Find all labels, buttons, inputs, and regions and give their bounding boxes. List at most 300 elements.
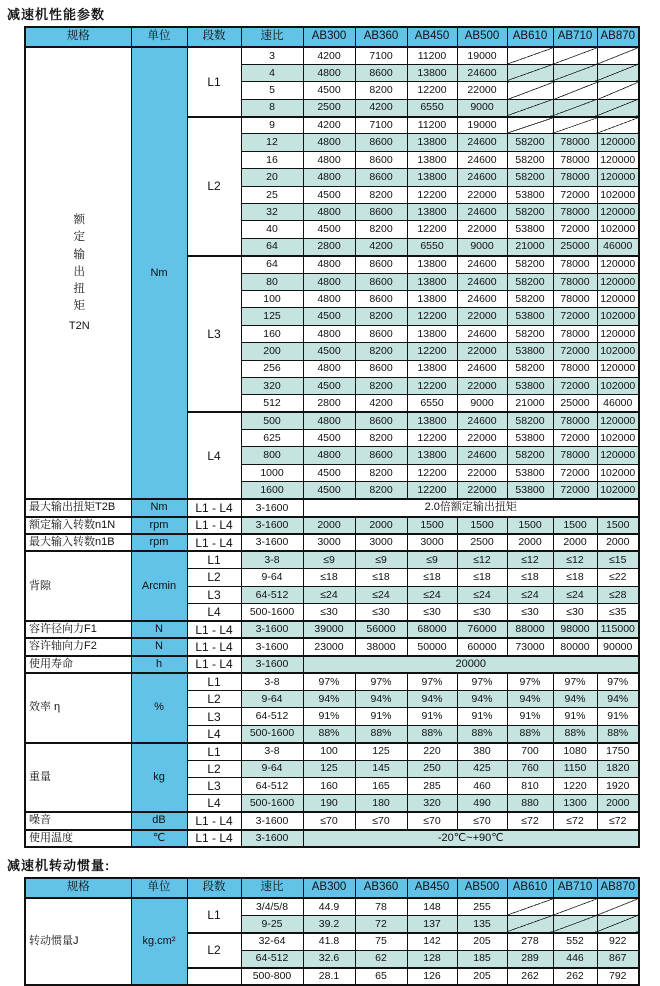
- ratio-cell: 32: [241, 204, 303, 221]
- spec-vertical-char: 出: [73, 265, 85, 278]
- value-cell: ≤18: [355, 569, 407, 586]
- value-cell: ≤70: [457, 812, 507, 829]
- spec-label-cell: 最大输出扭矩T2B: [25, 499, 131, 516]
- value-cell: 53800: [507, 377, 553, 394]
- value-cell: 190: [303, 795, 355, 812]
- value-cell: 4200: [303, 47, 355, 64]
- column-header: AB360: [355, 27, 407, 47]
- value-cell: 120000: [597, 134, 639, 151]
- value-cell: 8200: [355, 464, 407, 481]
- value-cell: 1500: [553, 517, 597, 534]
- value-cell: 97%: [303, 673, 355, 690]
- value-cell: 21000: [507, 395, 553, 412]
- value-cell: 1920: [597, 777, 639, 794]
- value-cell: 22000: [457, 377, 507, 394]
- ratio-cell: 4: [241, 64, 303, 81]
- value-cell: 4800: [303, 256, 355, 273]
- value-cell: 91%: [597, 708, 639, 725]
- ratio-cell: 64-512: [241, 777, 303, 794]
- value-cell: 22000: [457, 343, 507, 360]
- value-cell: 1300: [553, 795, 597, 812]
- merged-value-cell: 2.0倍额定输出扭矩: [303, 499, 639, 516]
- value-cell: 8600: [355, 325, 407, 342]
- stage-cell: L4: [187, 604, 241, 621]
- na-slash-cell: [553, 82, 597, 99]
- value-cell: 91%: [355, 708, 407, 725]
- stage-cell: L1: [187, 673, 241, 690]
- ratio-cell: 3-1600: [241, 534, 303, 551]
- performance-table-title: 减速机性能参数: [7, 7, 106, 22]
- column-header: 单位: [131, 27, 187, 47]
- value-cell: 8600: [355, 273, 407, 290]
- value-cell: 137: [407, 915, 457, 932]
- value-cell: 65: [355, 968, 407, 985]
- merged-value-cell: -20℃~+90℃: [303, 830, 639, 847]
- value-cell: 120000: [597, 325, 639, 342]
- value-cell: 97%: [457, 673, 507, 690]
- value-cell: 88000: [507, 621, 553, 638]
- ratio-cell: 200: [241, 343, 303, 360]
- ratio-cell: 1000: [241, 464, 303, 481]
- value-cell: 700: [507, 743, 553, 760]
- unit-cell: h: [131, 656, 187, 673]
- value-cell: 9000: [457, 99, 507, 116]
- value-cell: ≤9: [407, 551, 457, 568]
- spec-vertical-char: 矩: [73, 300, 85, 313]
- value-cell: ≤18: [407, 569, 457, 586]
- value-cell: ≤24: [355, 586, 407, 603]
- stage-cell: L3: [187, 256, 241, 413]
- value-cell: ≤24: [553, 586, 597, 603]
- value-cell: 142: [407, 933, 457, 950]
- unit-cell: ℃: [131, 830, 187, 847]
- na-slash-cell: [507, 898, 553, 915]
- ratio-cell: 5: [241, 82, 303, 99]
- value-cell: 22000: [457, 308, 507, 325]
- ratio-cell: 25: [241, 186, 303, 203]
- value-cell: ≤30: [507, 604, 553, 621]
- column-header: AB500: [457, 27, 507, 47]
- value-cell: ≤70: [355, 812, 407, 829]
- value-cell: 8200: [355, 377, 407, 394]
- value-cell: 76000: [457, 621, 507, 638]
- ratio-cell: 3-1600: [241, 830, 303, 847]
- value-cell: 3000: [355, 534, 407, 551]
- value-cell: 180: [355, 795, 407, 812]
- ratio-cell: 100: [241, 290, 303, 307]
- ratio-cell: 8: [241, 99, 303, 116]
- value-cell: 11200: [407, 47, 457, 64]
- inertia-table-title: 减速机转动惯量:: [7, 857, 111, 873]
- ratio-cell: 3-1600: [241, 499, 303, 516]
- na-slash-cell: [553, 898, 597, 915]
- value-cell: 160: [303, 777, 355, 794]
- value-cell: 24600: [457, 64, 507, 81]
- value-cell: 6550: [407, 238, 457, 255]
- value-cell: 97%: [597, 673, 639, 690]
- ratio-cell: 9-64: [241, 569, 303, 586]
- value-cell: 22000: [457, 430, 507, 447]
- na-slash-cell: [553, 117, 597, 134]
- stage-cell: L1 - L4: [187, 812, 241, 829]
- value-cell: 53800: [507, 186, 553, 203]
- value-cell: 4500: [303, 430, 355, 447]
- value-cell: 97%: [407, 673, 457, 690]
- value-cell: 2800: [303, 238, 355, 255]
- value-cell: 1080: [553, 743, 597, 760]
- value-cell: 39.2: [303, 915, 355, 932]
- stage-cell: L1 - L4: [187, 638, 241, 655]
- value-cell: 78000: [553, 273, 597, 290]
- ratio-cell: 40: [241, 221, 303, 238]
- na-slash-cell: [507, 82, 553, 99]
- value-cell: 24600: [457, 134, 507, 151]
- value-cell: 78000: [553, 134, 597, 151]
- value-cell: 320: [407, 795, 457, 812]
- value-cell: 760: [507, 760, 553, 777]
- ratio-cell: 512: [241, 395, 303, 412]
- value-cell: 9000: [457, 395, 507, 412]
- value-cell: 1500: [407, 517, 457, 534]
- ratio-cell: 9-25: [241, 915, 303, 932]
- value-cell: 58200: [507, 256, 553, 273]
- value-cell: 126: [407, 968, 457, 985]
- value-cell: 2500: [303, 99, 355, 116]
- value-cell: 100: [303, 743, 355, 760]
- value-cell: ≤18: [303, 569, 355, 586]
- value-cell: 120000: [597, 256, 639, 273]
- spec-label-cell: 使用温度: [25, 830, 131, 847]
- value-cell: 4800: [303, 134, 355, 151]
- value-cell: 94%: [303, 690, 355, 707]
- value-cell: ≤24: [507, 586, 553, 603]
- value-cell: 1500: [457, 517, 507, 534]
- value-cell: 58200: [507, 290, 553, 307]
- value-cell: 120000: [597, 360, 639, 377]
- stage-cell: L1 - L4: [187, 656, 241, 673]
- spec-symbol: T2N: [68, 319, 90, 332]
- value-cell: 8200: [355, 82, 407, 99]
- value-cell: 72000: [553, 464, 597, 481]
- value-cell: 4500: [303, 82, 355, 99]
- value-cell: 46000: [597, 395, 639, 412]
- value-cell: 125: [303, 760, 355, 777]
- stage-cell: L1 - L4: [187, 621, 241, 638]
- value-cell: 58200: [507, 204, 553, 221]
- value-cell: 21000: [507, 238, 553, 255]
- value-cell: 72000: [553, 186, 597, 203]
- value-cell: 4200: [355, 395, 407, 412]
- value-cell: 12200: [407, 464, 457, 481]
- stage-cell: L1 - L4: [187, 830, 241, 847]
- value-cell: 12200: [407, 82, 457, 99]
- ratio-cell: 500-800: [241, 968, 303, 985]
- column-header: AB450: [407, 27, 457, 47]
- performance-table: [24, 26, 640, 848]
- value-cell: 120000: [597, 204, 639, 221]
- spec-vertical-label: [29, 48, 130, 498]
- ratio-cell: 160: [241, 325, 303, 342]
- value-cell: 102000: [597, 343, 639, 360]
- ratio-cell: 3/4/5/8: [241, 898, 303, 915]
- value-cell: 148: [407, 898, 457, 915]
- column-header: AB360: [355, 878, 407, 898]
- value-cell: 8200: [355, 343, 407, 360]
- value-cell: 446: [553, 950, 597, 967]
- spec-label-cell: 背隙: [25, 551, 131, 621]
- value-cell: 205: [457, 933, 507, 950]
- value-cell: ≤18: [553, 569, 597, 586]
- value-cell: 8200: [355, 430, 407, 447]
- value-cell: 24600: [457, 204, 507, 221]
- value-cell: 2500: [457, 534, 507, 551]
- value-cell: 19000: [457, 117, 507, 134]
- value-cell: 39000: [303, 621, 355, 638]
- value-cell: 102000: [597, 221, 639, 238]
- value-cell: ≤72: [507, 812, 553, 829]
- value-cell: 46000: [597, 238, 639, 255]
- value-cell: 78000: [553, 412, 597, 429]
- value-cell: 12200: [407, 377, 457, 394]
- stage-cell: [187, 968, 241, 985]
- value-cell: ≤12: [553, 551, 597, 568]
- value-cell: 880: [507, 795, 553, 812]
- value-cell: ≤12: [457, 551, 507, 568]
- value-cell: 102000: [597, 186, 639, 203]
- ratio-cell: 500: [241, 412, 303, 429]
- value-cell: 58200: [507, 273, 553, 290]
- value-cell: 28.1: [303, 968, 355, 985]
- value-cell: 8600: [355, 169, 407, 186]
- value-cell: 88%: [597, 725, 639, 742]
- value-cell: 24600: [457, 169, 507, 186]
- value-cell: 72000: [553, 377, 597, 394]
- unit-cell: rpm: [131, 517, 187, 534]
- value-cell: 12200: [407, 482, 457, 499]
- ratio-cell: 20: [241, 169, 303, 186]
- unit-cell: kg.cm²: [131, 898, 187, 985]
- value-cell: 72000: [553, 308, 597, 325]
- merged-value-cell: 20000: [303, 656, 639, 673]
- value-cell: 7100: [355, 117, 407, 134]
- inertia-table: [24, 877, 640, 986]
- value-cell: 1750: [597, 743, 639, 760]
- value-cell: ≤30: [553, 604, 597, 621]
- value-cell: 78000: [553, 447, 597, 464]
- value-cell: 25000: [553, 395, 597, 412]
- value-cell: 13800: [407, 447, 457, 464]
- value-cell: 102000: [597, 430, 639, 447]
- stage-cell: L1: [187, 743, 241, 760]
- value-cell: 4800: [303, 64, 355, 81]
- value-cell: 102000: [597, 377, 639, 394]
- column-header: 速比: [241, 27, 303, 47]
- value-cell: 4500: [303, 308, 355, 325]
- spec-vertical-char: 输: [73, 248, 85, 261]
- ratio-cell: 3: [241, 47, 303, 64]
- na-slash-cell: [597, 915, 639, 932]
- value-cell: 94%: [355, 690, 407, 707]
- stage-cell: L1: [187, 551, 241, 568]
- value-cell: 23000: [303, 638, 355, 655]
- value-cell: 102000: [597, 482, 639, 499]
- value-cell: ≤12: [507, 551, 553, 568]
- value-cell: 97%: [553, 673, 597, 690]
- ratio-cell: 3-8: [241, 551, 303, 568]
- ratio-cell: 625: [241, 430, 303, 447]
- value-cell: 22000: [457, 464, 507, 481]
- column-header: AB450: [407, 878, 457, 898]
- value-cell: 72000: [553, 221, 597, 238]
- stage-cell: L1: [187, 898, 241, 933]
- unit-cell: dB: [131, 812, 187, 829]
- value-cell: 8600: [355, 290, 407, 307]
- stage-cell: L3: [187, 708, 241, 725]
- ratio-cell: 64: [241, 238, 303, 255]
- na-slash-cell: [597, 47, 639, 64]
- column-header: AB870: [597, 27, 639, 47]
- value-cell: 490: [457, 795, 507, 812]
- ratio-cell: 9-64: [241, 760, 303, 777]
- column-header: 单位: [131, 878, 187, 898]
- value-cell: 3000: [303, 534, 355, 551]
- value-cell: 8200: [355, 221, 407, 238]
- ratio-cell: 9: [241, 117, 303, 134]
- value-cell: 22000: [457, 186, 507, 203]
- value-cell: 8600: [355, 64, 407, 81]
- value-cell: 53800: [507, 221, 553, 238]
- value-cell: 88%: [457, 725, 507, 742]
- value-cell: 2000: [597, 795, 639, 812]
- value-cell: 58200: [507, 412, 553, 429]
- value-cell: 58200: [507, 325, 553, 342]
- value-cell: 278: [507, 933, 553, 950]
- ratio-cell: 64-512: [241, 950, 303, 967]
- na-slash-cell: [553, 99, 597, 116]
- na-slash-cell: [553, 47, 597, 64]
- value-cell: 8600: [355, 134, 407, 151]
- na-slash-cell: [507, 117, 553, 134]
- ratio-cell: 3-8: [241, 743, 303, 760]
- value-cell: 32.6: [303, 950, 355, 967]
- value-cell: 53800: [507, 482, 553, 499]
- value-cell: ≤24: [407, 586, 457, 603]
- column-header: AB610: [507, 27, 553, 47]
- column-header: 速比: [241, 878, 303, 898]
- na-slash-cell: [553, 64, 597, 81]
- ratio-cell: 32-64: [241, 933, 303, 950]
- value-cell: ≤9: [355, 551, 407, 568]
- value-cell: 12200: [407, 186, 457, 203]
- value-cell: 72: [355, 915, 407, 932]
- value-cell: 3000: [407, 534, 457, 551]
- value-cell: 145: [355, 760, 407, 777]
- stage-cell: L4: [187, 725, 241, 742]
- value-cell: 22000: [457, 82, 507, 99]
- value-cell: 24600: [457, 325, 507, 342]
- unit-cell: Arcmin: [131, 551, 187, 621]
- value-cell: 255: [457, 898, 507, 915]
- ratio-cell: 3-1600: [241, 812, 303, 829]
- value-cell: 78000: [553, 151, 597, 168]
- ratio-cell: 16: [241, 151, 303, 168]
- value-cell: 1500: [507, 517, 553, 534]
- stage-cell: L2: [187, 690, 241, 707]
- value-cell: 78: [355, 898, 407, 915]
- value-cell: 380: [457, 743, 507, 760]
- value-cell: 8600: [355, 151, 407, 168]
- ratio-cell: 3-1600: [241, 621, 303, 638]
- value-cell: 53800: [507, 464, 553, 481]
- ratio-cell: 500-1600: [241, 795, 303, 812]
- unit-cell: N: [131, 638, 187, 655]
- value-cell: 460: [457, 777, 507, 794]
- spec-label-cell: 容许径向力F1: [25, 621, 131, 638]
- na-slash-cell: [507, 64, 553, 81]
- value-cell: 13800: [407, 134, 457, 151]
- value-cell: 56000: [355, 621, 407, 638]
- value-cell: 91%: [553, 708, 597, 725]
- value-cell: 425: [457, 760, 507, 777]
- value-cell: 68000: [407, 621, 457, 638]
- value-cell: 120000: [597, 273, 639, 290]
- value-cell: 120000: [597, 151, 639, 168]
- value-cell: 4800: [303, 169, 355, 186]
- value-cell: 78000: [553, 290, 597, 307]
- value-cell: ≤70: [303, 812, 355, 829]
- value-cell: 4500: [303, 343, 355, 360]
- value-cell: ≤30: [457, 604, 507, 621]
- na-slash-cell: [507, 99, 553, 116]
- value-cell: 11200: [407, 117, 457, 134]
- stage-cell: L4: [187, 795, 241, 812]
- value-cell: ≤72: [553, 812, 597, 829]
- ratio-cell: 500-1600: [241, 725, 303, 742]
- stage-cell: L2: [187, 117, 241, 256]
- value-cell: 2000: [303, 517, 355, 534]
- value-cell: 22000: [457, 482, 507, 499]
- value-cell: 94%: [457, 690, 507, 707]
- value-cell: 128: [407, 950, 457, 967]
- value-cell: 205: [457, 968, 507, 985]
- value-cell: 91%: [457, 708, 507, 725]
- value-cell: 4800: [303, 360, 355, 377]
- ratio-cell: 12: [241, 134, 303, 151]
- value-cell: 125: [355, 743, 407, 760]
- stage-cell: L2: [187, 760, 241, 777]
- value-cell: 12200: [407, 343, 457, 360]
- value-cell: 80000: [553, 638, 597, 655]
- value-cell: 24600: [457, 290, 507, 307]
- ratio-cell: 64-512: [241, 708, 303, 725]
- na-slash-cell: [597, 898, 639, 915]
- stage-cell: L2: [187, 569, 241, 586]
- value-cell: 8200: [355, 482, 407, 499]
- value-cell: 4800: [303, 290, 355, 307]
- stage-cell: L3: [187, 777, 241, 794]
- value-cell: 2000: [553, 534, 597, 551]
- value-cell: 1500: [597, 517, 639, 534]
- value-cell: 22000: [457, 221, 507, 238]
- value-cell: ≤70: [407, 812, 457, 829]
- unit-cell: N: [131, 621, 187, 638]
- value-cell: 120000: [597, 412, 639, 429]
- value-cell: 12200: [407, 430, 457, 447]
- value-cell: 58200: [507, 360, 553, 377]
- value-cell: 78000: [553, 169, 597, 186]
- value-cell: 250: [407, 760, 457, 777]
- value-cell: 94%: [507, 690, 553, 707]
